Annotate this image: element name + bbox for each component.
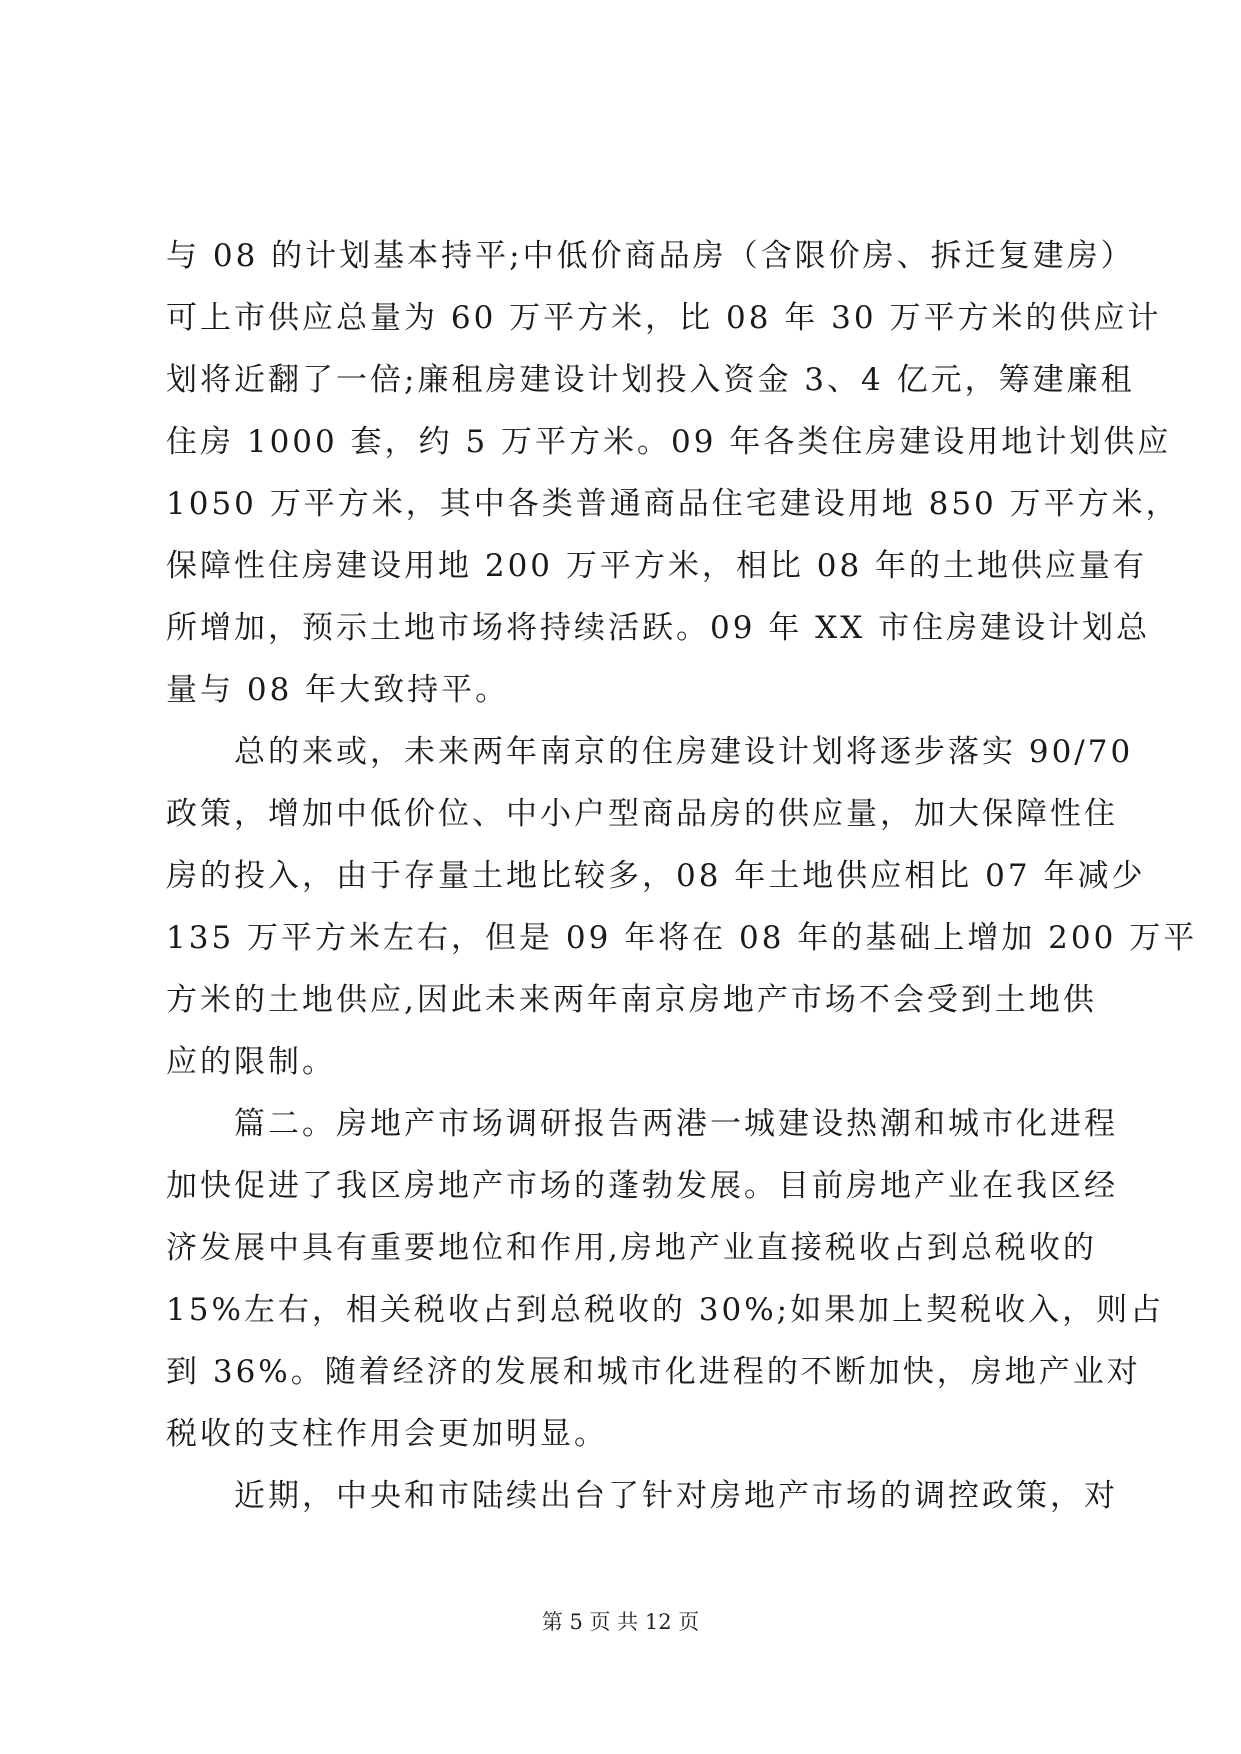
text-line: 到 36%。随着经济的发展和城市化进程的不断加快，房地产业对 [166, 1354, 1141, 1390]
text-line: 所增加，预示土地市场将持续活跃。09 年 XX 市住房建设计划总 [166, 610, 1151, 646]
text-line: 1050 万平方米，其中各类普通商品住宅建设用地 850 万平方米， [166, 486, 1180, 522]
text-line: 可上市供应总量为 60 万平方米，比 08 年 30 万平方米的供应计 [166, 300, 1162, 336]
text-line: 济发展中具有重要地位和作用,房地产业直接税收占到总税收的 [166, 1230, 1097, 1266]
text-line: 135 万平方米左右，但是 09 年将在 08 年的基础上增加 200 万平 [166, 920, 1198, 956]
page-number-footer: 第 5 页 共 12 页 [541, 1610, 700, 1634]
text-line: 政策，增加中低价位、中小户型商品房的供应量，加大保障性住 [166, 796, 1118, 832]
text-line: 住房 1000 套，约 5 万平方米。09 年各类住房建设用地计划供应 [166, 424, 1172, 460]
text-line: 应的限制。 [166, 1044, 336, 1080]
text-line: 划将近翻了一倍;廉租房建设计划投入资金 3、4 亿元，筹建廉租 [166, 362, 1135, 398]
text-line: 15%左右，相关税收占到总税收的 30%;如果加上契税收入，则占 [166, 1292, 1165, 1328]
text-line: 量与 08 年大致持平。 [166, 672, 510, 708]
text-line: 与 08 的计划基本持平;中低价商品房（含限价房、拆迁复建房） [166, 238, 1135, 274]
text-line: 近期，中央和市陆续出台了针对房地产市场的调控政策，对 [166, 1478, 1118, 1514]
text-line: 方米的土地供应,因此未来两年南京房地产市场不会受到土地供 [166, 982, 1097, 1018]
text-line: 房的投入，由于存量土地比较多，08 年土地供应相比 07 年减少 [166, 858, 1146, 894]
text-line: 篇二。房地产市场调研报告两港一城建设热潮和城市化进程 [166, 1106, 1118, 1142]
text-line: 税收的支柱作用会更加明显。 [166, 1416, 608, 1452]
text-line: 保障性住房建设用地 200 万平方米，相比 08 年的土地供应量有 [166, 548, 1148, 584]
text-line: 总的来或，未来两年南京的住房建设计划将逐步落实 90/70 [166, 734, 1134, 770]
text-line: 加快促进了我区房地产市场的蓬勃发展。目前房地产业在我区经 [166, 1168, 1118, 1204]
